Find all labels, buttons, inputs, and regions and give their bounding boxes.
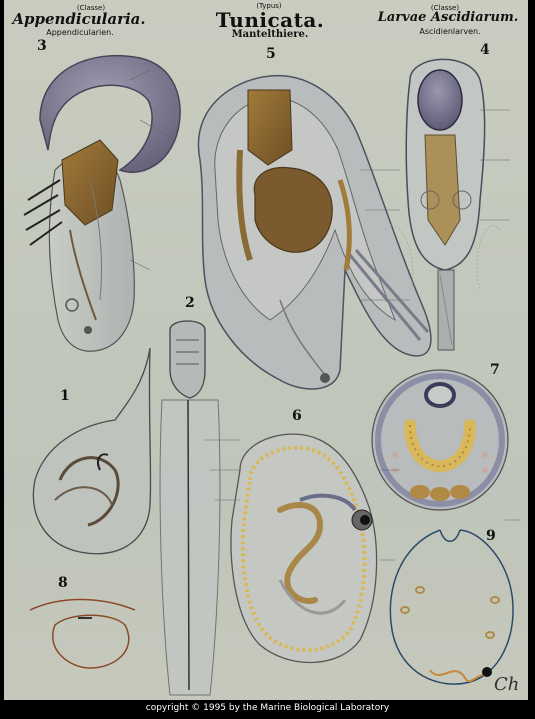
copyright-notice: copyright © 1995 by the Marine Biological Laboratory <box>145 703 390 713</box>
figure-2-drawing <box>160 321 220 695</box>
center-title: Tunicata. <box>215 8 325 32</box>
left-title: Appendicularia. <box>12 10 146 28</box>
right-title: Larvae Ascidiarum. <box>377 10 519 25</box>
left-subtitle: Appendicularien. <box>46 28 114 37</box>
figure-5-drawing <box>198 76 430 389</box>
figure-number-1: 1 <box>60 388 70 404</box>
figure-6-drawing <box>231 434 377 662</box>
figure-number-4: 4 <box>480 42 490 58</box>
figure-number-3: 3 <box>37 38 47 54</box>
figure-number-5: 5 <box>266 46 276 62</box>
artist-signature: Ch <box>494 674 520 695</box>
figure-number-2: 2 <box>185 295 195 311</box>
figure-1-drawing <box>33 348 150 554</box>
center-subtitle: Mantelthiere. <box>231 29 309 40</box>
right-class-label: (Classe) <box>430 4 460 12</box>
figure-number-9: 9 <box>486 528 496 544</box>
figure-number-8: 8 <box>58 575 68 591</box>
right-subtitle: Ascidienlarven. <box>419 27 481 36</box>
figure-3-drawing <box>24 56 180 352</box>
left-class-label: (Classe) <box>76 4 106 12</box>
figure-number-7: 7 <box>490 362 500 378</box>
figure-8-drawing <box>30 600 135 669</box>
center-type-label: (Typus) <box>256 2 282 10</box>
figure-7-drawing <box>372 370 508 510</box>
figure-9-drawing <box>390 530 513 684</box>
figure-number-6: 6 <box>292 408 302 424</box>
